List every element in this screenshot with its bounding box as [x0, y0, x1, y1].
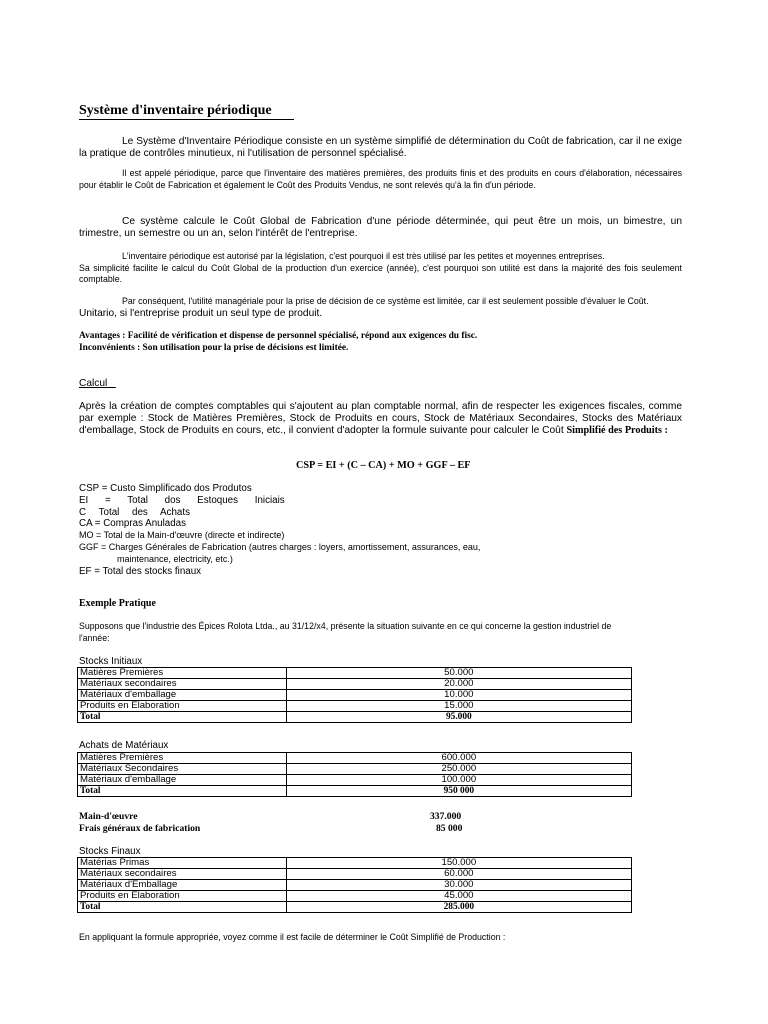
row-label: Total: [78, 902, 287, 913]
definition-item: CA = Compras Anuladas: [79, 518, 187, 530]
table-row: [78, 880, 632, 891]
row-label: Matériaux d'emballage: [78, 690, 287, 701]
table-row: [78, 869, 632, 880]
paragraph-2: [79, 168, 682, 191]
paragraph-4b-text: Sa simplicité facilite le calcul du Coût Global de la production d'un exercice (année), c'est pourquoi son utilité est dans la majorité des fois seulement comptable.: [79, 262, 682, 284]
stocks-finaux-caption: Stocks Finaux: [79, 846, 141, 857]
frais-label: Frais généraux de fabrication: [79, 823, 201, 834]
inconvenients-text: Inconvénients : Son utilisation pour la prise de décisions est limitée.: [79, 343, 349, 353]
stocks-initiaux-caption: Stocks Initiaux: [79, 656, 143, 667]
table-row: [78, 753, 632, 764]
table-row: [78, 891, 632, 902]
row-value: 10.000: [286, 690, 631, 701]
row-label: Matériaux secondaires: [78, 869, 287, 880]
conclusion-text: En appliquant la formule appropriée, voyez comme il est facile de déterminer le Coût Simplifié de Production :: [79, 932, 506, 942]
table-total-row: [78, 712, 632, 723]
exemple-intro: Supposons que l'industrie des Épices Rolota Ltda., au 31/12/x4, présente la situation suivante en ce qui concerne la gestion industriel de l'année:: [79, 621, 612, 643]
table-row: [78, 679, 632, 690]
row-value: 95.000: [286, 712, 631, 723]
definition-item: GGF = Charges Générales de Fabrication (autres charges : loyers, amortissement, assurances, eau,: [79, 541, 481, 552]
stocks-finaux-table: [77, 857, 632, 913]
row-value: 150.000: [286, 858, 631, 869]
calcul-intro-text: Après la création de comptes comptables qui s'ajoutent au plan comptable normal, afin de respecter les exigences fiscales, comme par exemple : Stock de Matières Premières, Stock de Produits en cours, Stock de Matériaux Secondaires, Stocks des Matériaux d'emballage, Stock de Produits en cours, etc., il convient d'adopter la formule suivante pour calculer le Coût: [79, 401, 682, 437]
row-label: Matières Premières: [78, 753, 287, 764]
table-row: [78, 701, 632, 712]
row-label: Matérias Primas: [78, 858, 287, 869]
definition-item: CSP = Custo Simplificado dos Produtos: [79, 483, 252, 494]
paragraph-5a: [79, 296, 682, 308]
calcul-intro: [79, 401, 682, 438]
table-row: [78, 764, 632, 775]
formula: CSP = EI + (C – CA) + MO + GGF – EF: [296, 460, 471, 471]
paragraph-4: [79, 251, 682, 286]
main-oeuvre-value: 337.000: [430, 811, 462, 822]
main-oeuvre-label: Main-d'œuvre: [79, 811, 138, 822]
paragraph-2-text: Il est appelé périodique, parce que l'inventaire des matières premières, des produits finis et des produits en cours d'élaboration, nécessaires pour établir le Coût de Fabrication et également le Coût des Produits Vendus, ne sont relevés qu'à la fin d'un période.: [79, 168, 682, 190]
row-label: Total: [78, 712, 287, 723]
paragraph-4a-text: L'inventaire périodique est autorisé par la législation, c'est pourquoi il est très utilisé par les petites et moyennes entreprises.: [122, 251, 605, 261]
row-label: Matériaux secondaires: [78, 679, 287, 690]
row-value: 30.000: [286, 880, 631, 891]
definition-item: EF = Total des stocks finaux: [79, 565, 202, 577]
achats-table: [77, 752, 632, 797]
paragraph-5b: Unitario, si l'entreprise produit un seul type de produit.: [79, 308, 323, 319]
paragraph-1-text: Le Système d'Inventaire Périodique consiste en un système simplifié de détermination du Coût de fabrication, car il ne exige la pratique de contrôles minutieux, ni l'utilisation de personnel spécialisé.: [79, 136, 682, 160]
row-value: 250.000: [286, 764, 631, 775]
row-value: 950 000: [286, 786, 631, 797]
row-label: Produits en Élaboration: [78, 891, 287, 902]
definitions-list: [79, 483, 549, 577]
row-label: Produits en Élaboration: [78, 701, 287, 712]
row-value: 600.000: [286, 753, 631, 764]
avantages-text: Avantages : Facilité de vérification et dispense de personnel spécialisé, répond aux exigences du fisc.: [79, 331, 478, 341]
frais-value: 85 000: [436, 823, 463, 834]
definition-item: EI = Total dos Estoques Iniciais: [79, 494, 285, 506]
exemple-heading: Exemple Pratique: [79, 598, 156, 609]
calcul-heading: [79, 378, 116, 389]
row-label: Matières Premières: [78, 668, 287, 679]
stocks-initiaux-table: [77, 667, 632, 723]
table-row: [78, 690, 632, 701]
table-row: [78, 858, 632, 869]
row-label: Total: [78, 786, 287, 797]
row-value: 285.000: [286, 902, 631, 913]
page-title: Système d'inventaire périodique: [79, 102, 294, 120]
table-row: [78, 668, 632, 679]
definition-item: maintenance, electricity, etc.): [117, 553, 233, 564]
definition-item: MO = Total de la Main-d'œuvre (directe et indirecte): [79, 530, 285, 541]
paragraph-5a-text: Par conséquent, l'utilité managériale pour la prise de décision de ce système est limitée, car il est seulement possible d'évaluer le Coût.: [122, 296, 649, 306]
row-value: 50.000: [286, 668, 631, 679]
achats-caption: Achats de Matériaux: [79, 740, 169, 751]
row-value: 15.000: [286, 701, 631, 712]
row-label: Matériaux d'Emballage: [78, 880, 287, 891]
row-label: Matériaux Secondaires: [78, 764, 287, 775]
paragraph-1: [79, 136, 682, 160]
row-value: 20.000: [286, 679, 631, 690]
definition-item: C Total des Achats: [79, 506, 190, 518]
row-value: 60.000: [286, 869, 631, 880]
row-value: 45.000: [286, 891, 631, 902]
table-total-row: [78, 786, 632, 797]
table-row: [78, 775, 632, 786]
calcul-intro-bold: Simplifié des Produits :: [566, 425, 668, 437]
row-value: 100.000: [286, 775, 631, 786]
calcul-heading-text: Calcul: [79, 378, 108, 389]
table-total-row: [78, 902, 632, 913]
paragraph-3: [79, 216, 682, 240]
row-label: Matériaux d'emballage: [78, 775, 287, 786]
paragraph-3-text: Ce système calcule le Coût Global de Fabrication d'une période déterminée, qui peut être un mois, un bimestre, un trimestre, un semestre ou un an, selon l'intérêt de l'entreprise.: [79, 216, 682, 240]
